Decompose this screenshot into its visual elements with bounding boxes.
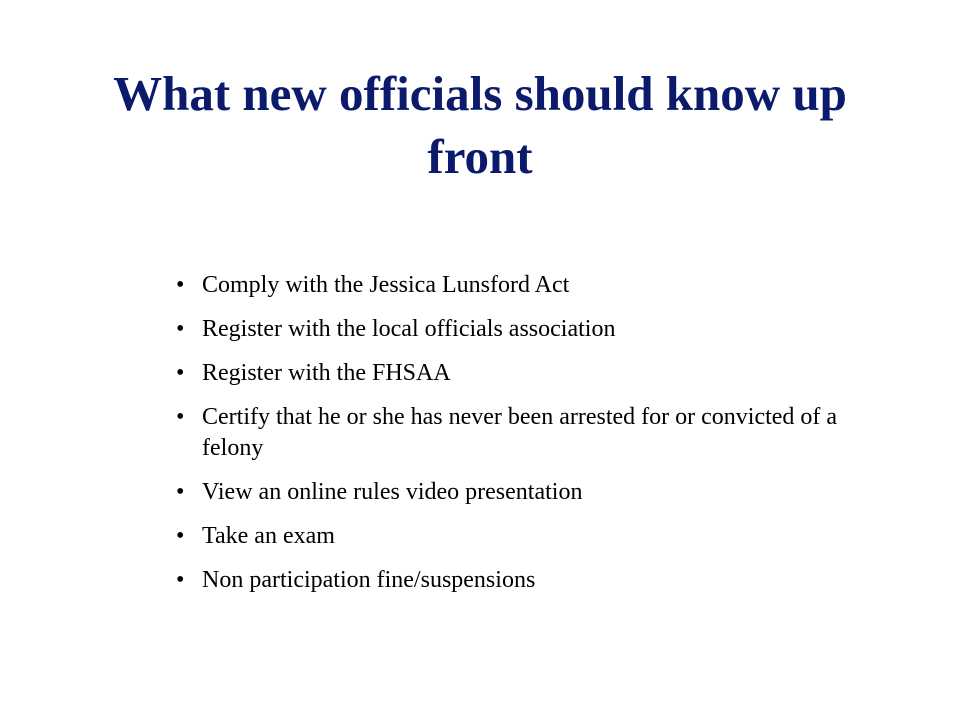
bullet-icon: •	[176, 479, 185, 505]
bullet-list	[176, 270, 876, 609]
slide-title: What new officials should know up front	[113, 66, 847, 184]
bullet-text: Register with the local officials association	[202, 316, 616, 342]
bullet-text: Register with the FHSAA	[202, 360, 451, 386]
list-item	[176, 565, 876, 596]
bullet-text: Certify that he or she has never been arrested for or convicted of a felony	[202, 404, 838, 461]
bullet-text: Take an exam	[202, 523, 335, 549]
bullet-text: View an online rules video presentation	[202, 479, 583, 505]
bullet-icon: •	[176, 567, 185, 593]
list-item	[176, 521, 876, 552]
bullet-icon: •	[176, 523, 185, 549]
bullet-text: Comply with the Jessica Lunsford Act	[202, 272, 570, 298]
bullet-icon: •	[176, 272, 185, 298]
list-item	[176, 314, 876, 345]
bullet-icon: •	[176, 404, 185, 430]
list-item	[176, 477, 876, 508]
bullet-icon: •	[176, 360, 185, 386]
list-item	[176, 270, 876, 301]
list-item	[176, 402, 876, 464]
bullet-icon: •	[176, 316, 185, 342]
bullet-text: Non participation fine/suspensions	[202, 567, 536, 593]
list-item	[176, 358, 876, 389]
